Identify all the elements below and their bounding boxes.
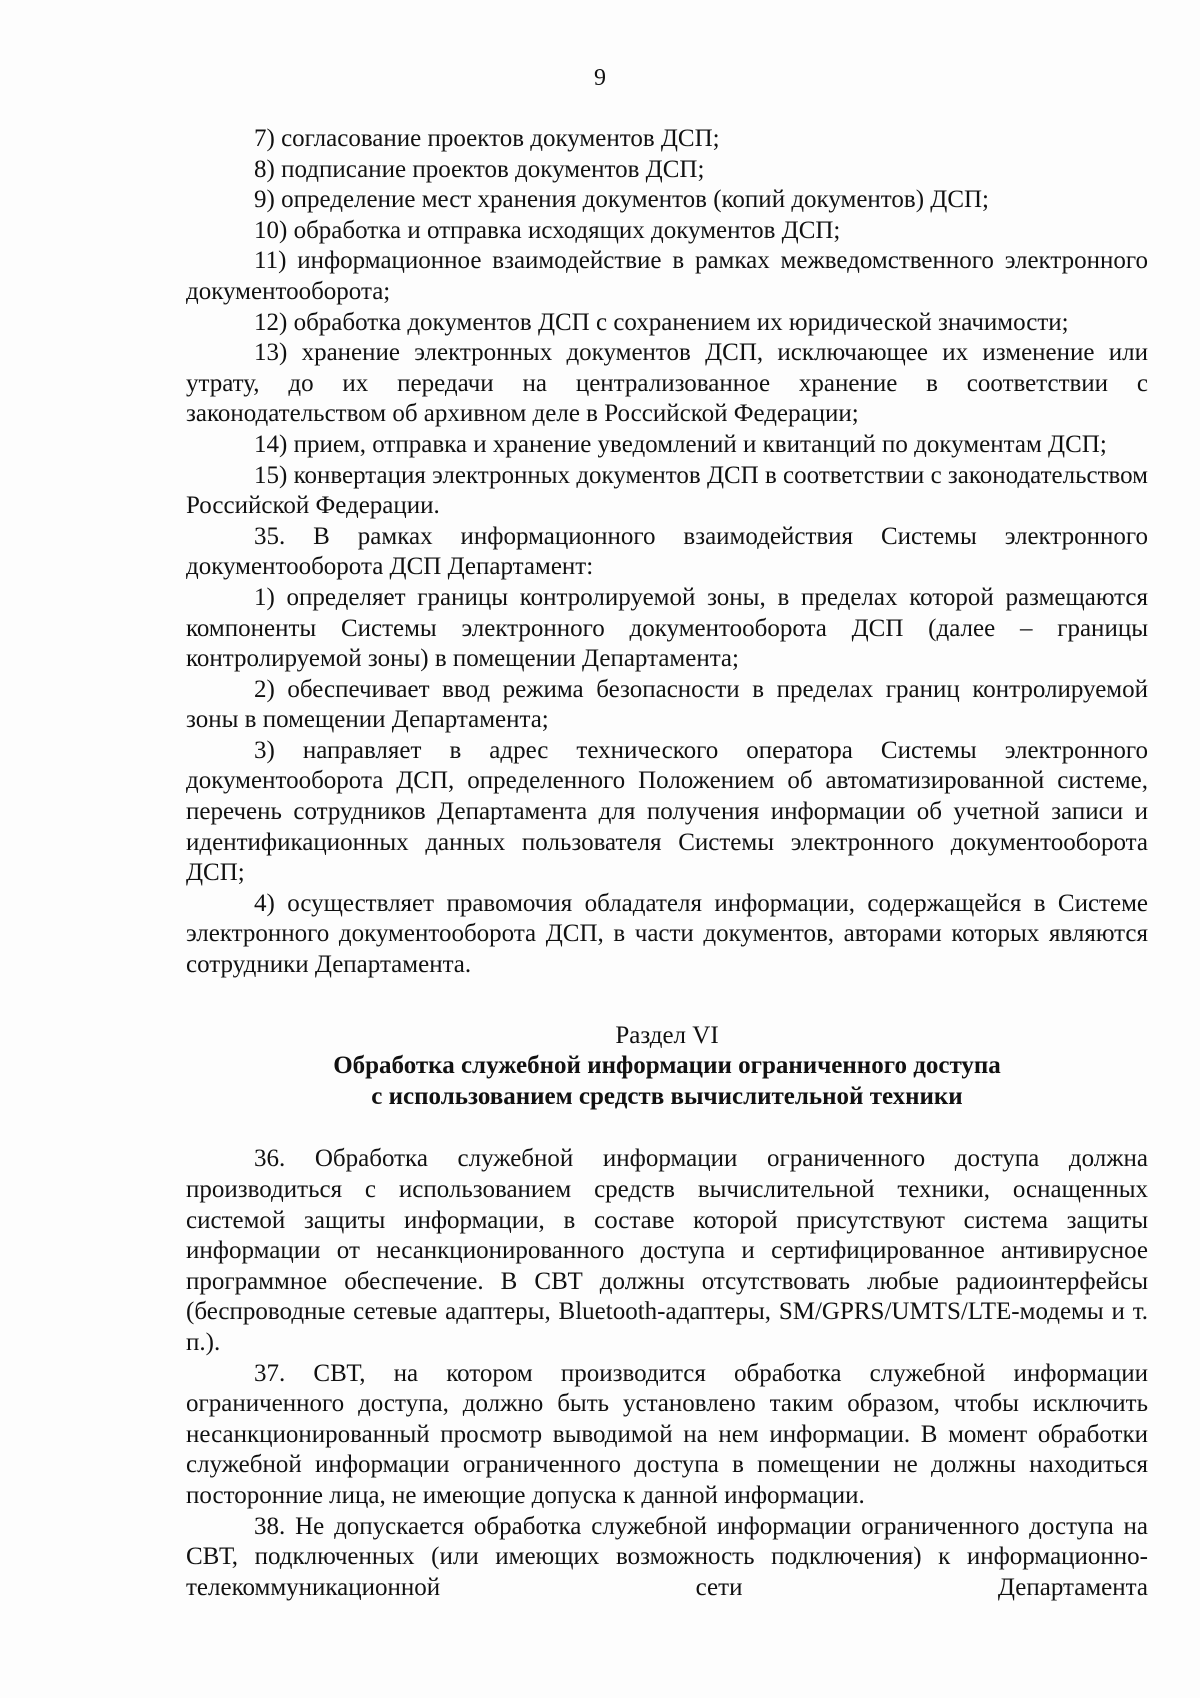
section-spacer <box>186 981 1148 1021</box>
section-title-line-2: с использованием средств вычислительной техники <box>371 1082 963 1110</box>
section-title-line-1: Обработка служебной информации ограниченного доступа <box>333 1052 1001 1080</box>
list-item-11: 11) информационное взаимодействие в рамках межведомственного электронного документооборота; <box>186 247 1148 305</box>
section-heading <box>186 1021 1148 1113</box>
clause-38: 38. Не допускается обработка служебной информации ограниченного доступа на СВТ, подключенных (или имеющих возможность подключения) к информационно-телекоммуникационной сети Департамента <box>186 1512 1148 1601</box>
clause-35-item-1: 1) определяет границы контролируемой зоны, в пределах которой размещаются компоненты Системы электронного документооборота ДСП (далее – границы контролируемой зоны) в помещении Департамента; <box>186 583 1148 673</box>
list-item-12: 12) обработка документов ДСП с сохранением их юридической значимости; <box>254 308 1069 336</box>
document-body <box>186 124 1148 1603</box>
list-item-14: 14) прием, отправка и хранение уведомлений и квитанций по документам ДСП; <box>254 430 1107 458</box>
page-number: 9 <box>594 65 606 91</box>
list-item-8: 8) подписание проектов документов ДСП; <box>254 155 705 183</box>
list-item-7: 7) согласование проектов документов ДСП; <box>254 125 720 152</box>
clause-35-item-2: 2) обеспечивает ввод режима безопасности в пределах границ контролируемой зоны в помещении Департамента; <box>186 675 1148 734</box>
clause-35: 35. В рамках информационного взаимодействия Системы электронного документооборота ДСП Департамент: <box>186 522 1148 581</box>
clause-35-item-4: 4) осуществляет правомочия обладателя информации, содержащейся в Системе электронного документооборота ДСП, в части документов, авторами которых являются сотрудники Департамента. <box>186 889 1148 979</box>
list-item-13: 13) хранение электронных документов ДСП, исключающее их изменение или утрату, до их передачи на централизованное хранение в соответствии с законодательством об архивном деле в Российской Федерации; <box>186 339 1148 428</box>
section-number: Раздел VI <box>615 1021 719 1049</box>
clause-37: 37. СВТ, на котором производится обработка служебной информации ограниченного доступа, должно быть установлено таким образом, чтобы исключить несанкционированный просмотр выводимой на нем информации. В момент обработки служебной информации ограниченного доступа в помещении не должны находиться посторонние лица, не имеющие допуска к данной информации. <box>186 1359 1148 1509</box>
list-item-9: 9) определение мест хранения документов (копий документов) ДСП; <box>254 186 989 214</box>
list-item-10: 10) обработка и отправка исходящих документов ДСП; <box>254 216 841 244</box>
clause-36: 36. Обработка служебной информации ограниченного доступа должна производиться с использованием средств вычислительной техники, оснащенных системой защиты информации, в составе которой присутствуют система защиты информации от несанкционированного доступа и сертифицированное антивирусное программное обеспечение. В СВТ должны отсутствовать любые радиоинтерфейсы (беспроводные сетевые адаптеры, Bluetooth-адаптеры, SM/GPRS/UMTS/LTE-модемы и т. п.). <box>186 1145 1148 1356</box>
heading-spacer <box>186 1112 1148 1144</box>
list-item-15: 15) конвертация электронных документов ДСП в соответствии с законодательством Российской Федерации. <box>186 461 1148 520</box>
clause-35-item-3: 3) направляет в адрес технического оператора Системы электронного документооборота ДСП, определенного Положением об автоматизированной системе, перечень сотрудников Департамента для получения информации об учетной записи и идентификационных данных пользователя Системы электронного документооборота ДСП; <box>186 736 1148 887</box>
